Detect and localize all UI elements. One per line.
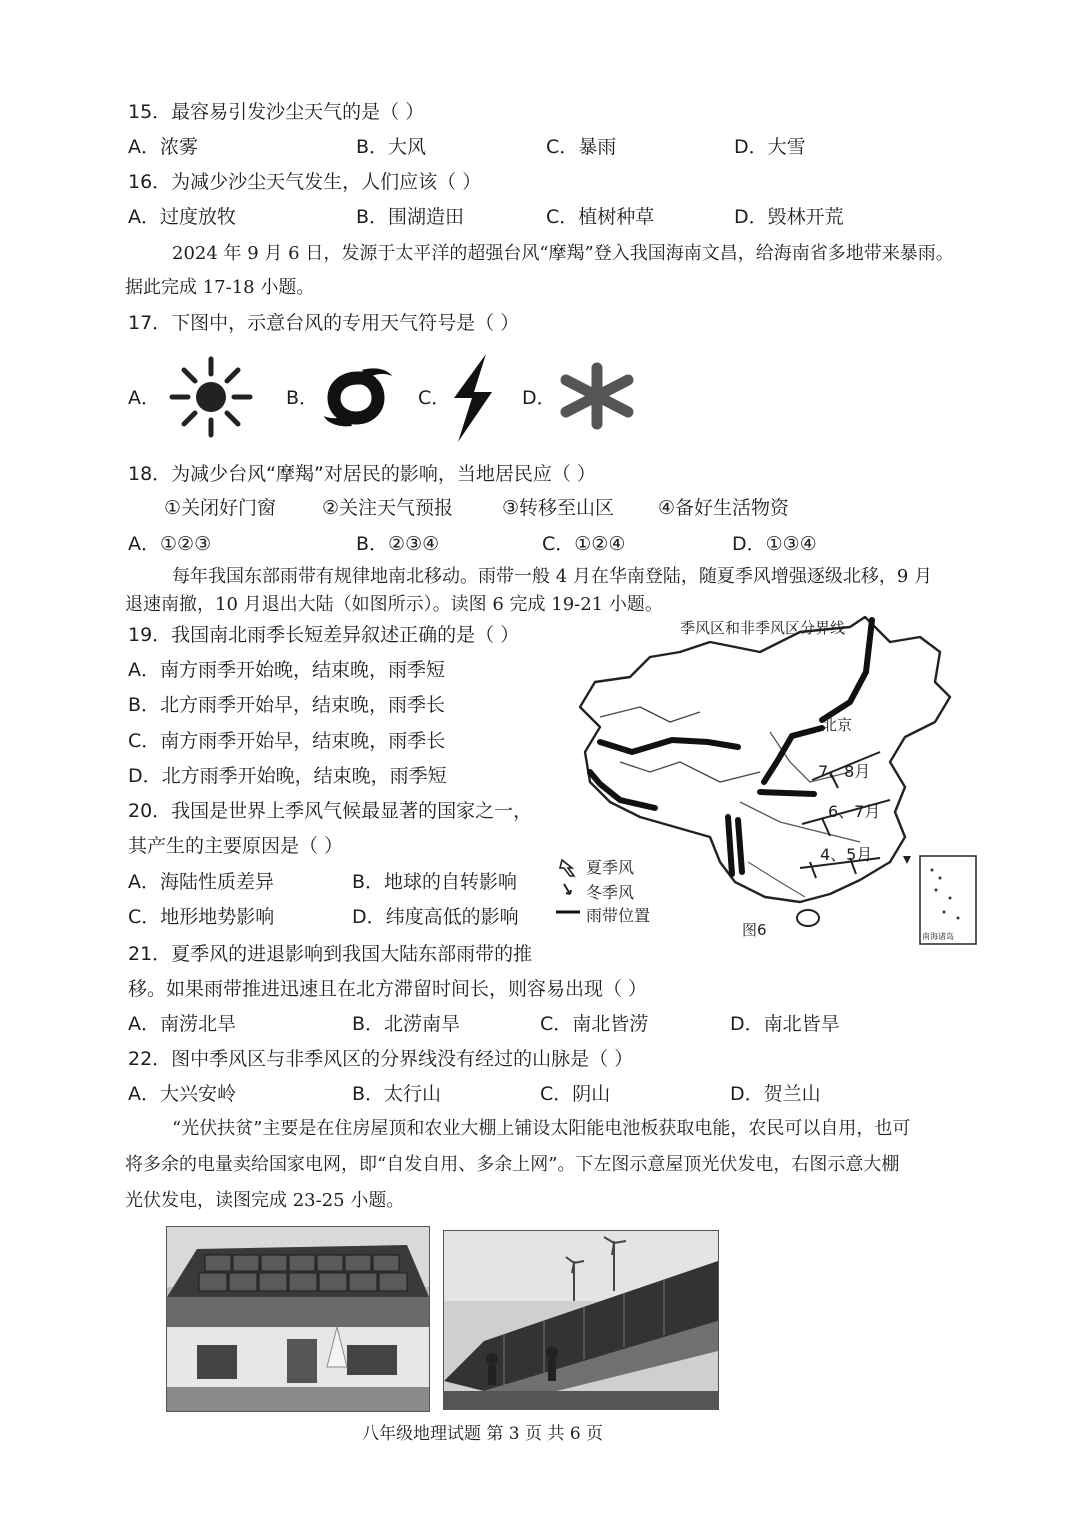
q19-option-d: D．北方雨季开始晚，结束晚，雨季短 — [128, 765, 447, 787]
q21-stem-line2: 移。如果雨带推进迅速且在北方滞留时间长，则容易出现（ ） — [128, 978, 648, 1000]
q15-option-c: C．暴雨 — [546, 136, 617, 158]
map-figure-label: 图6 — [742, 921, 767, 939]
q18-choice-1: ①关闭好门窗 — [164, 497, 277, 519]
q17-stem: 17．下图中，示意台风的专用天气符号是（ ） — [128, 312, 520, 334]
greenhouse-solar-photo — [443, 1230, 719, 1410]
q20-option-d: D．纬度高低的影响 — [352, 906, 519, 928]
winter-monsoon-icon — [564, 884, 571, 894]
q18-stem: 18．为减少台风“摩羯”对居民的影响，当地居民应（ ） — [128, 463, 596, 485]
q21-option-d: D．南北皆旱 — [730, 1013, 840, 1035]
q21-option-c: C．南北皆涝 — [540, 1013, 649, 1035]
q17-label-c: C． — [418, 387, 451, 409]
map-band-label-jul-aug: 7、8月 — [818, 762, 871, 781]
map-beijing-label: 北京 — [822, 716, 853, 734]
passage2-line2: 退速南撤，10 月退出大陆（如图所示）。读图 6 完成 19-21 小题。 — [125, 594, 663, 615]
map-legend-winter: 冬季风 — [586, 883, 635, 902]
passage1-line1: 2024 年 9 月 6 日，发源于太平洋的超强台风“摩羯”登入我国海南文昌，给海南省多地带来暴雨。 — [172, 243, 954, 264]
q17-label-a: A． — [128, 387, 160, 409]
sunny-icon — [168, 356, 254, 438]
q16-option-c: C．植树种草 — [546, 206, 655, 228]
q21-option-a: A．南涝北旱 — [128, 1013, 236, 1035]
typhoon-icon — [322, 364, 394, 428]
q22-option-c: C．阴山 — [540, 1083, 611, 1105]
q18-option-a: A．①②③ — [128, 533, 212, 555]
q22-option-a: A．大兴安岭 — [128, 1083, 236, 1105]
map-inset-label: 南海诸岛 — [922, 932, 954, 941]
q19-stem: 19．我国南北雨季长短差异叙述正确的是（ ） — [128, 624, 520, 646]
q21-option-b: B．北涝南旱 — [352, 1013, 461, 1035]
map-band-label-apr-may: 4、5月 — [820, 845, 873, 864]
q20-option-b: B．地球的自转影响 — [352, 871, 518, 893]
q15-option-a: A．浓雾 — [128, 136, 198, 158]
q18-choice-3: ③转移至山区 — [502, 497, 615, 519]
map-boundary-title: 季风区和非季风区分界线 — [680, 619, 846, 637]
q20-stem-line2: 其产生的主要原因是（ ） — [128, 835, 344, 857]
q19-option-a: A．南方雨季开始晚，结束晚，雨季短 — [128, 659, 445, 681]
q15-option-d: D．大雪 — [734, 136, 806, 158]
page-footer: 八年级地理试题 第 3 页 共 6 页 — [362, 1424, 604, 1444]
q21-stem-line1: 21．夏季风的进退影响到我国大陆东部雨带的推 — [128, 943, 533, 965]
q19-option-b: B．北方雨季开始早，结束晚，雨季长 — [128, 694, 446, 716]
q18-option-c: C．①②④ — [542, 533, 626, 555]
q22-stem: 22．图中季风区与非季风区的分界线没有经过的山脉是（ ） — [128, 1048, 634, 1070]
q16-stem: 16．为减少沙尘天气发生，人们应该（ ） — [128, 171, 482, 193]
snow-icon — [558, 362, 636, 430]
q16-option-b: B．围湖造田 — [356, 206, 465, 228]
rooftop-solar-photo — [166, 1226, 430, 1412]
q15-option-b: B．大风 — [356, 136, 427, 158]
passage2-line1: 每年我国东部雨带有规律地南北移动。雨带一般 4 月在华南登陆，随夏季风增强逐级北移，9 月 — [172, 566, 933, 587]
passage1-line2: 据此完成 17-18 小题。 — [125, 277, 315, 298]
q19-option-c: C．南方雨季开始早，结束晚，雨季长 — [128, 730, 446, 752]
map-band-label-jun-jul: 6、7月 — [828, 802, 881, 821]
q22-option-d: D．贺兰山 — [730, 1083, 821, 1105]
passage3-line1: “光伏扶贫”主要是在住房屋顶和农业大棚上铺设太阳能电池板获取电能，农民可以自用，也可 — [172, 1118, 911, 1139]
q18-option-b: B．②③④ — [356, 533, 440, 555]
q20-option-a: A．海陆性质差异 — [128, 871, 274, 893]
q20-option-c: C．地形地势影响 — [128, 906, 275, 928]
q16-option-d: D．毁林开荒 — [734, 206, 844, 228]
map-legend-summer: 夏季风 — [586, 858, 635, 877]
q15-stem: 15．最容易引发沙尘天气的是（ ） — [128, 101, 425, 123]
passage3-line3: 光伏发电，读图完成 23-25 小题。 — [125, 1190, 405, 1211]
q22-option-b: B．太行山 — [352, 1083, 442, 1105]
map-legend-rainband: 雨带位置 — [586, 906, 651, 925]
map-legend-symbols — [556, 856, 582, 920]
q18-option-d: D．①③④ — [732, 533, 817, 555]
lightning-icon — [448, 354, 496, 442]
q17-label-d: D． — [522, 387, 556, 409]
q18-choice-4: ④备好生活物资 — [658, 497, 790, 519]
passage3-line2: 将多余的电量卖给国家电网，即“自发自用、多余上网”。下左图示意屋顶光伏发电，右图示意大棚 — [125, 1154, 900, 1175]
q17-label-b: B． — [286, 387, 319, 409]
q18-choice-2: ②关注天气预报 — [322, 497, 454, 519]
q20-stem-line1: 20．我国是世界上季风气候最显著的国家之一， — [128, 800, 533, 822]
q16-option-a: A．过度放牧 — [128, 206, 236, 228]
summer-monsoon-icon — [560, 860, 574, 876]
